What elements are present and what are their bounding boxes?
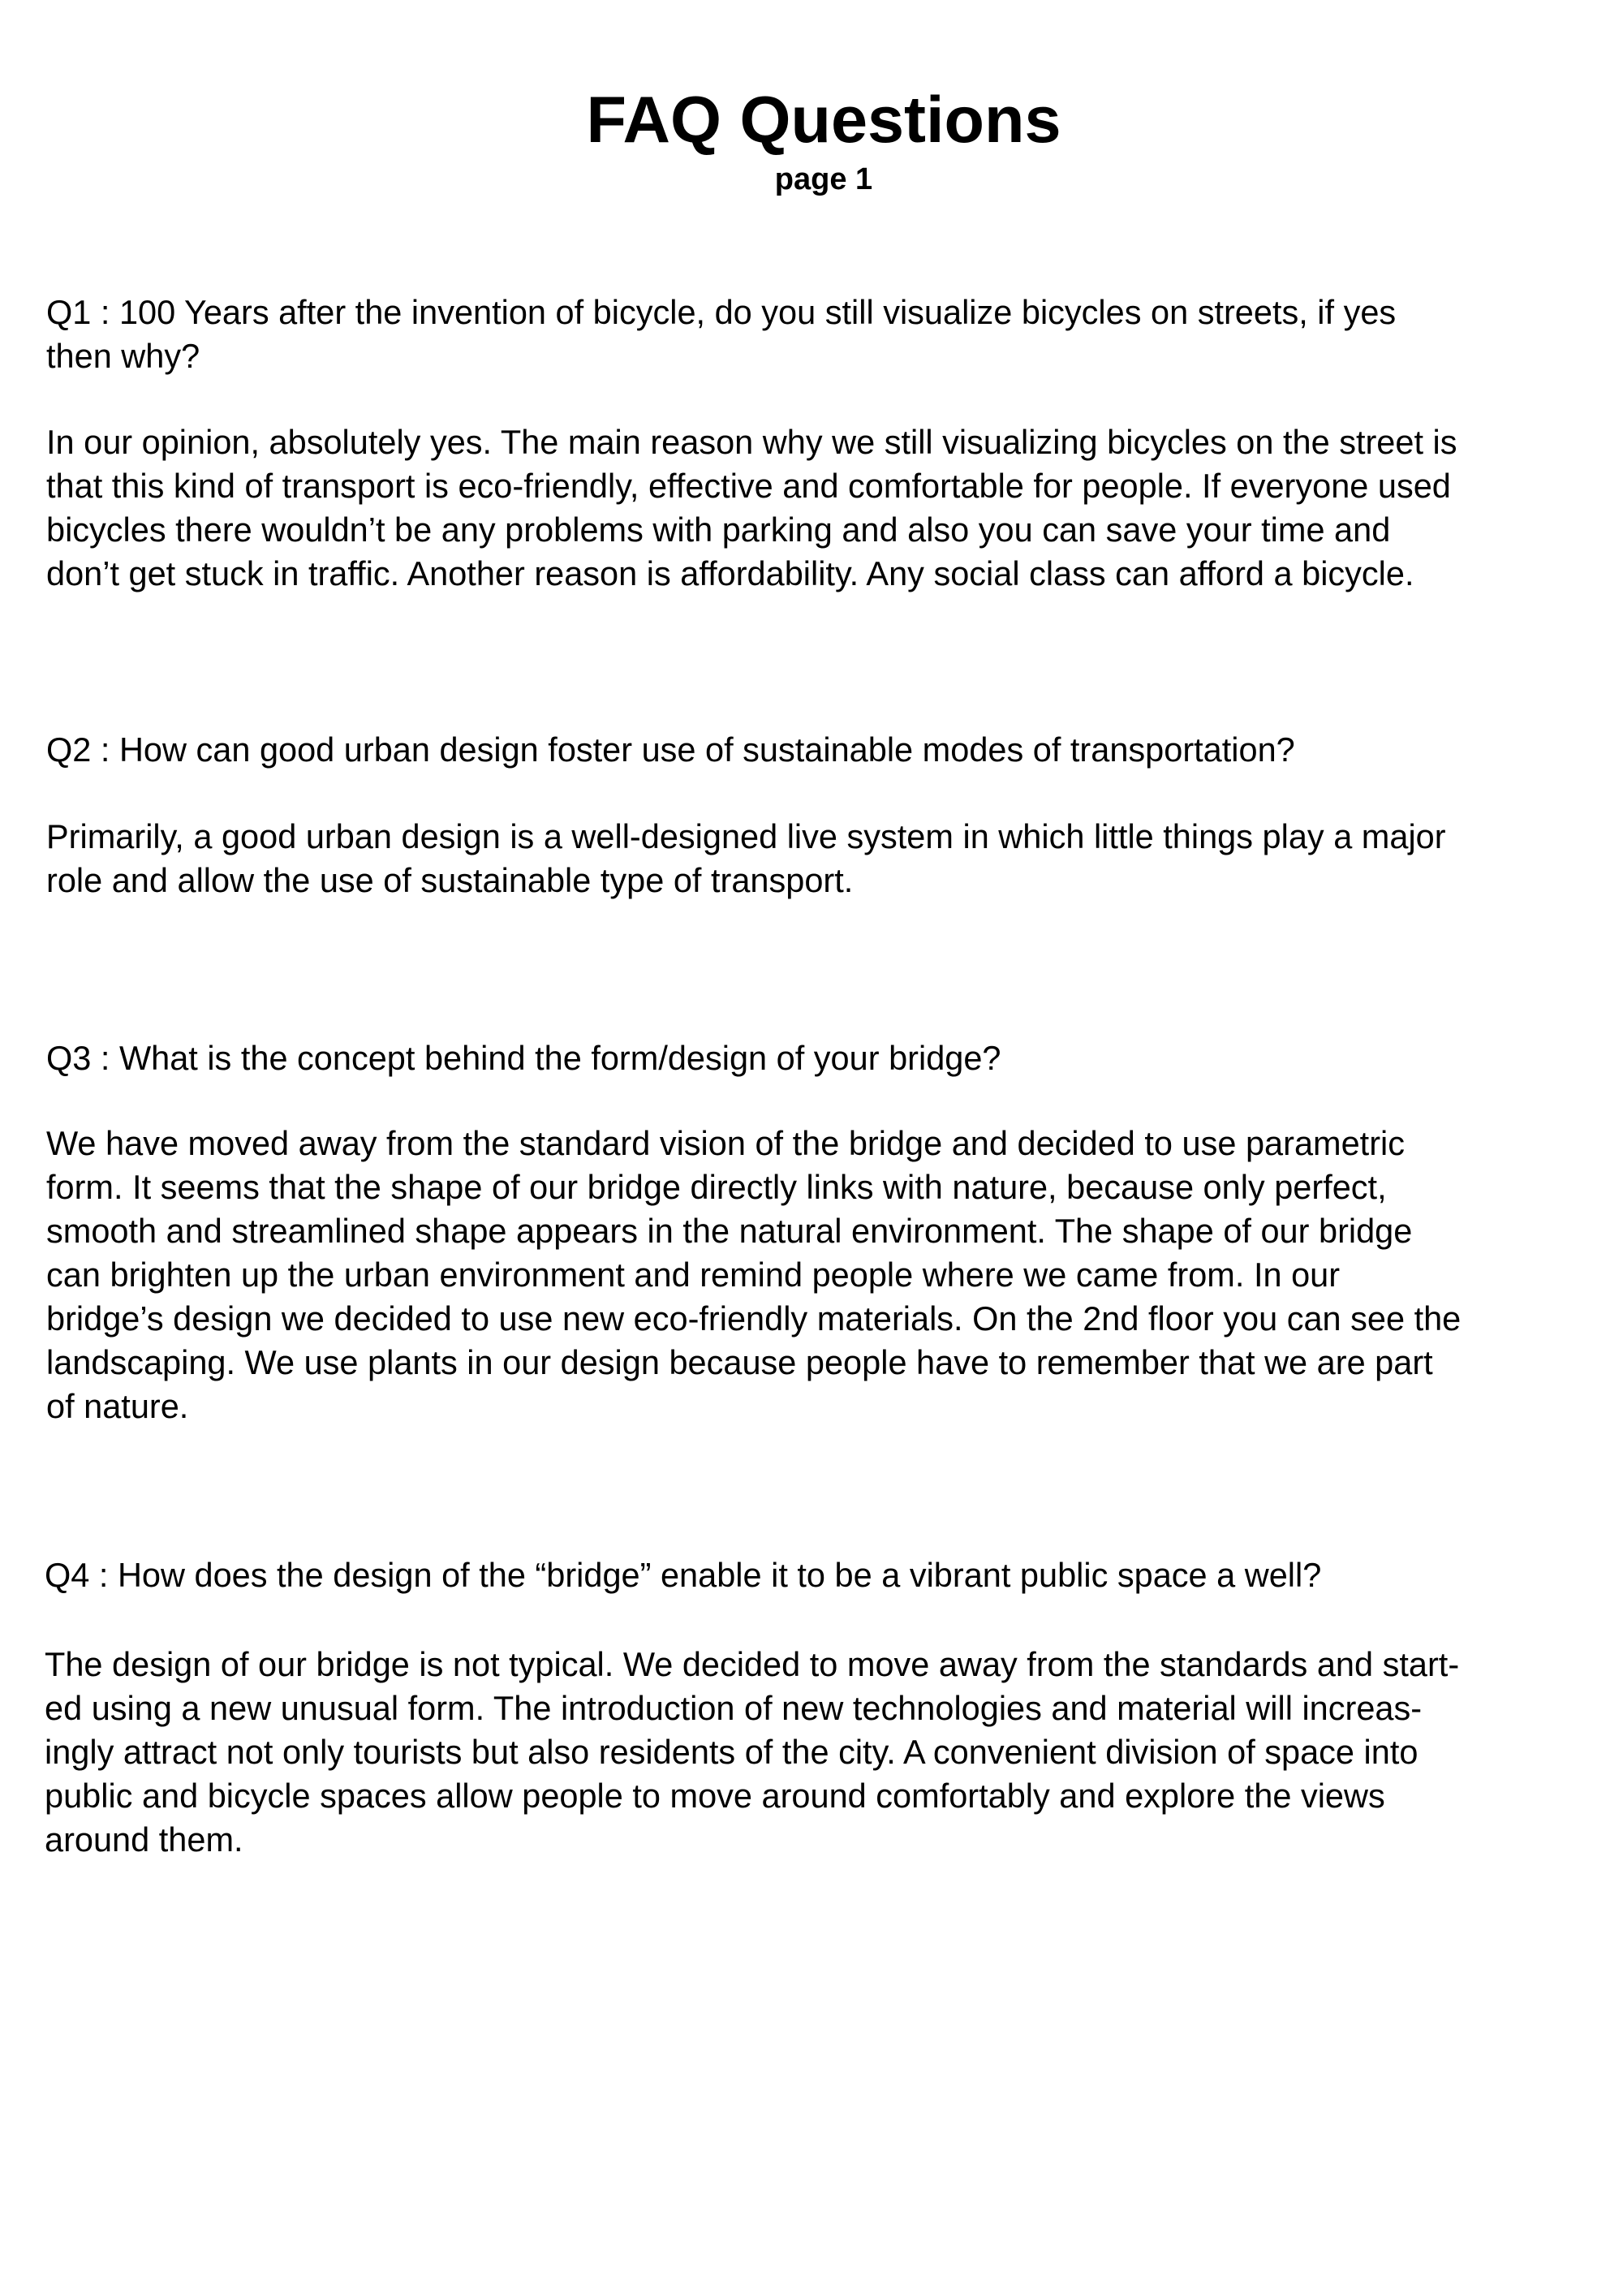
faq-answer-3-line-4: can brighten up the urban environment and remind people where we came from. In our xyxy=(46,1256,1341,1294)
faq-answer-4-line-1: The design of our bridge is not typical. We decided to move away from the standards and start- xyxy=(45,1645,1460,1683)
faq-question-3-line-1: Q3 : What is the concept behind the form/design of your bridge? xyxy=(46,1039,1001,1077)
faq-answer-4-line-2: ed using a new unusual form. The introduction of new technologies and material will increas- xyxy=(45,1689,1423,1727)
faq-answer-4 xyxy=(45,1643,1603,1862)
faq-question-4 xyxy=(45,1553,1603,1597)
faq-answer-1-line-2: that this kind of transport is eco-friendly, effective and comfortable for people. If everyone used xyxy=(46,467,1451,505)
faq-question-3 xyxy=(46,1036,1604,1080)
faq-answer-3-line-5: bridge’s design we decided to use new eco-friendly materials. On the 2nd floor you can see the xyxy=(46,1299,1462,1338)
faq-answer-4-line-3: ingly attract not only tourists but also residents of the city. A convenient division of space into xyxy=(45,1733,1419,1771)
faq-answer-1-line-3: bicycles there wouldn’t be any problems with parking and also you can save your time and xyxy=(46,510,1391,549)
faq-answer-2 xyxy=(46,815,1604,902)
faq-answer-2-line-1: Primarily, a good urban design is a well-designed live system in which little things play a major xyxy=(46,817,1446,855)
faq-answer-3 xyxy=(46,1122,1604,1428)
faq-answer-4-line-4: public and bicycle spaces allow people to move around comfortably and explore the views xyxy=(45,1777,1385,1815)
faq-question-4-line-1: Q4 : How does the design of the “bridge” enable it to be a vibrant public space a well? xyxy=(45,1556,1322,1594)
faq-answer-3-line-6: landscaping. We use plants in our design because people have to remember that we are part xyxy=(46,1343,1433,1381)
faq-answer-3-line-3: smooth and streamlined shape appears in the natural environment. The shape of our bridge xyxy=(46,1212,1413,1250)
faq-question-1-line-1: Q1 : 100 Years after the invention of bicycle, do you still visualize bicycles on streets, if yes xyxy=(46,293,1397,331)
faq-answer-3-line-1: We have moved away from the standard vision of the bridge and decided to use parametric xyxy=(46,1124,1406,1162)
faq-answer-3-line-2: form. It seems that the shape of our bridge directly links with nature, because only perfect, xyxy=(46,1168,1387,1206)
faq-answer-2-line-2: role and allow the use of sustainable type of transport. xyxy=(46,861,854,899)
faq-question-1-line-2: then why? xyxy=(46,337,200,375)
faq-answer-1 xyxy=(46,420,1604,596)
faq-answer-1-line-1: In our opinion, absolutely yes. The main reason why we still visualizing bicycles on the street is xyxy=(46,423,1457,461)
page-number: page 1 xyxy=(774,162,873,196)
faq-answer-4-line-5: around them. xyxy=(45,1820,243,1859)
faq-question-1 xyxy=(46,291,1604,378)
faq-question-2 xyxy=(46,728,1604,772)
faq-question-2-line-1: Q2 : How can good urban design foster use of sustainable modes of transportation? xyxy=(46,730,1295,769)
page-title: FAQ Questions xyxy=(586,84,1061,157)
faq-answer-1-line-4: don’t get stuck in traffic. Another reason is affordability. Any social class can afford a bicycle. xyxy=(46,554,1414,592)
faq-answer-3-line-7: of nature. xyxy=(46,1387,189,1425)
